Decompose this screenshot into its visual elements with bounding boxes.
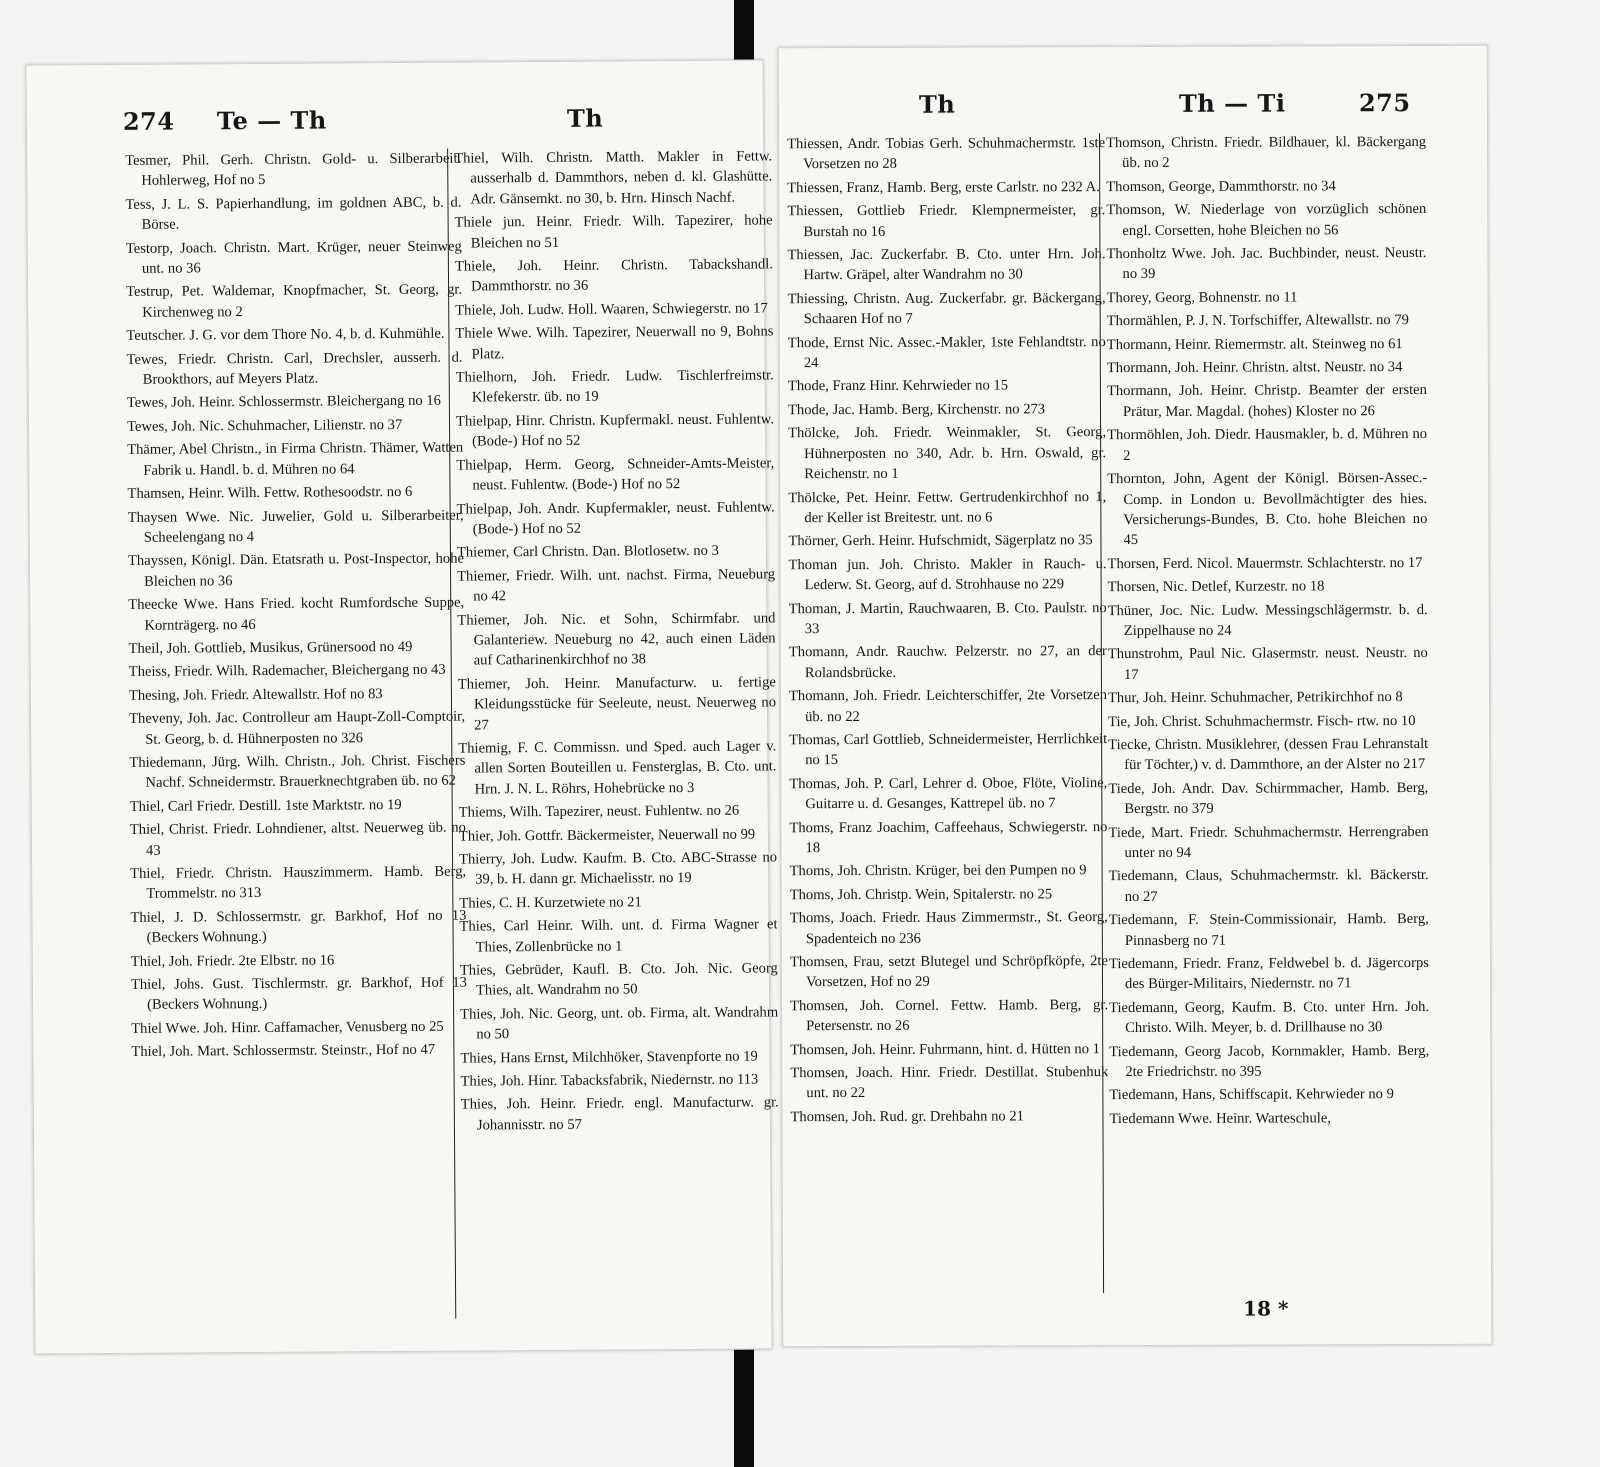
directory-entry: Tiedemann Wwe. Heinr. Warteschule, [1109,1110,1331,1127]
directory-entry: Tiedemann, Georg Jacob, Kornmakler, Hamb. Berg, 2te Friedrichstr. no 395 [1109,1042,1430,1081]
directory-entry: Thiele jun. Heinr. Friedr. Wilh. Tapezirer, hohe Bleichen no 51 [454,212,773,252]
left-page-range: Te — Th [216,105,327,136]
directory-entry: Thiele Wwe. Wilh. Tapezirer, Neuerwall no 9, Bohns Platz. [455,323,774,363]
directory-entry: Thies, Joh. Nic. Georg, unt. ob. Firma, alt. Wandrahm no 50 [460,1004,779,1043]
directory-entry: Thoms, Joh. Christp. Wein, Spitalerstr. no 25 [789,886,1053,904]
directory-entry: Thiel, J. D. Schlossermstr. gr. Barkhof, Hof no 13 (Beckers Wohnung.) [130,907,467,946]
directory-entry: Tewes, Friedr. Christn. Carl, Drechsler, ausserh. d. Brookthors, auf Meyers Platz. [126,349,463,388]
directory-entry: Thiemer, Friedr. Wilh. unt. nachst. Firma, Neueburg no 42 [457,566,776,605]
directory-entry: Thiemer, Joh. Nic. et Sohn, Schirmfabr. und Galanteriew. Neueburg no 42, auch einen Läden auf Catharinenkirchhof no 38 [457,609,776,669]
directory-entry: Tiede, Mart. Friedr. Schuhmachermstr. Herrengraben unter no 94 [1108,823,1429,862]
directory-entry: Thiessen, Franz, Hamb. Berg, erste Carlstr. no 232 A. [787,178,1100,197]
directory-entry: Tiedemann, Georg, Kaufm. B. Cto. unter Hrn. Joh. Christo. Wilh. Meyer, b. d. Drillhause no 30 [1109,998,1430,1037]
directory-entry: Theecke Wwe. Hans Fried. kocht Rumfordsche Suppe, Kornträgerg. no 46 [128,594,465,634]
directory-entry: Thiems, Wilh. Tapezirer, neust. Fuhlentw. no 26 [458,802,740,821]
directory-entry: Thiele, Joh. Ludw. Holl. Waaren, Schwiegerstr. no 17 [455,300,768,319]
directory-entry: Thies, C. H. Kurzetwiete no 21 [459,894,642,912]
directory-entry: Thier, Joh. Gottfr. Bäckermeister, Neuerwall no 99 [458,826,756,845]
directory-entry: Thormann, Joh. Heinr. Christn. altst. Neustr. no 34 [1106,359,1403,377]
directory-entry: Thomson, George, Dammthorstr. no 34 [1106,178,1336,195]
directory-entry: Thierry, Joh. Ludw. Kaufm. B. Cto. ABC-Strasse no 39, b. H. dann gr. Michaelisstr. no 19 [459,849,778,888]
directory-entry: Thies, Carl Heinr. Wilh. unt. d. Firma Wagner et Thies, Zollenbrücke no 1 [459,916,778,956]
directory-entry: Thode, Franz Hinr. Kehrwieder no 15 [787,377,1009,395]
directory-entry: Thiemer, Joh. Heinr. Manufacturw. u. fertige Kleidungsstücke für Seeleute, neust. Neuerweg no 27 [457,674,777,734]
directory-entry: Thiessen, Andr. Tobias Gerh. Schuhmachermstr. 1ste Vorsetzen no 28 [787,135,1106,173]
directory-entry: Thornton, John, Agent der Königl. Börsen-Assec.-Comp. in London u. Bevollmächtigter des hies. Versicherungs-Bundes, B. Cto. hohe Bleichen no 45 [1107,470,1428,549]
directory-entry: Thormählen, P. J. N. Torfschiffer, Altewallstr. no 79 [1106,312,1409,330]
directory-entry: Thormann, Joh. Heinr. Christp. Beamter der ersten Prätur, Mar. Magdal. (hohes) Kloster no 26 [1106,382,1427,420]
directory-entry: Tewes, Joh. Heinr. Schlossermstr. Bleichergang no 16 [126,393,441,412]
directory-entry: Tiedemann, F. Stein-Commissionair, Hamb. Berg, Pinnasberg no 71 [1108,911,1429,949]
directory-entry: Tess, J. L. S. Papierhandlung, im goldnen ABC, b. d. Börse. [125,194,462,234]
directory-entry: Thomsen, Joach. Hinr. Friedr. Destillat. Stubenhuk unt. no 22 [790,1064,1109,1102]
directory-entry: Thiel, Wilh. Christn. Matth. Makler in Fettw. ausserhalb d. Dammthors, neben d. kl. Glashütte. Adr. Gänsemkt. no 30, b. Hrn. Hinsch Nachf. [454,148,773,208]
directory-entry: Thoman jun. Joh. Christo. Makler in Rauch- u. Lederw. St. Georg, auf d. Strohhause no 229 [788,555,1107,594]
directory-entry: Thielhorn, Joh. Friedr. Ludw. Tischlerfreimstr. Klefekerstr. üb. no 19 [455,367,774,406]
directory-entry: Thomson, W. Niederlage von vorzüglich schönen engl. Corsetten, hohe Bleichen no 56 [1106,201,1427,239]
right-page-column-head: Th [918,89,956,119]
directory-entry: Thayssen, Königl. Dän. Etatsrath u. Post-Inspector, hohe Bleichen no 36 [127,550,465,590]
directory-entry: Thielpap, Joh. Andr. Kupfermakler, neust. Fuhlentw. (Bode-) Hof no 52 [456,498,775,538]
directory-entry: Thiel, Joh. Mart. Schlossermstr. Steinstr., Hof no 47 [131,1042,436,1061]
left-page-column-head: Th [566,103,604,133]
left-column-b [447,146,780,1318]
directory-entry: Thies, Gebrüder, Kaufl. B. Cto. Joh. Nic. Georg Thies, alt. Wandrahm no 50 [459,960,778,999]
directory-entry: Tie, Joh. Christ. Schuhmachermstr. Fisch- rtw. no 10 [1108,712,1416,730]
directory-entry: Tesmer, Phil. Gerh. Christn. Gold- u. Silberarbeit. Hohlerweg, Hof no 5 [125,150,462,190]
directory-entry: Thomann, Joh. Friedr. Leichterschiffer, 2te Vorsetzen üb. no 22 [788,687,1108,725]
directory-entry: Tewes, Joh. Nic. Schuhmacher, Lilienstr. no 37 [126,416,403,435]
directory-entry: Thesing, Joh. Friedr. Altewallstr. Hof no 83 [128,685,383,704]
directory-entry: Thies, Joh. Heinr. Friedr. engl. Manufacturw. gr. Johannisstr. no 57 [460,1094,779,1134]
right-column-b [1099,132,1430,1293]
right-page [778,45,1493,1347]
directory-entry: Thörner, Gerh. Heinr. Hufschmidt, Sägerplatz no 35 [788,532,1093,550]
directory-entry: Thomann, Andr. Rauchw. Pelzerstr. no 27, an der Rolandsbrücke. [788,643,1107,681]
directory-entry: Thiemig, F. C. Commissn. und Sped. auch Lager v. allen Sorten Bouteillen u. Fensterglas, B. Cto. unt. Hrn. J. N. L. Röhrs, Hohebrücke no 3 [458,738,777,798]
directory-entry: Thaysen Wwe. Nic. Juwelier, Gold u. Silberarbeiter, Scheelengang no 4 [127,507,464,546]
directory-entry: Thoms, Joh. Christn. Krüger, bei den Pumpen no 9 [789,862,1087,880]
signature-mark: 18 * [1243,1296,1289,1321]
directory-entry: Teutscher. J. G. vor dem Thore No. 4, b. d. Kuhmühle. [126,325,445,345]
directory-entry: Theveny, Joh. Jac. Controlleur am Haupt-Zoll-Comptoir, St. Georg, b. d. Hühnerposten no 326 [129,708,466,748]
directory-entry: Tiecke, Christn. Musiklehrer, (dessen Frau Lehranstalt für Töchter,) v. d. Dammthore, an der Alster no 217 [1108,735,1429,774]
directory-entry: Thur, Joh. Heinr. Schuhmacher, Petrikirchhof no 8 [1107,689,1403,707]
directory-entry: Thielpap, Hinr. Christn. Kupfermakl. neust. Fuhlentw. (Bode-) Hof no 52 [455,411,775,450]
directory-entry: Tiede, Joh. Andr. Dav. Schirmmacher, Hamb. Berg, Bergstr. no 379 [1108,779,1429,818]
directory-entry: Thomas, Carl Gottlieb, Schneidermeister, Herrlichkeit no 15 [789,731,1108,769]
directory-entry: Theil, Joh. Gottlieb, Musikus, Grünersood no 49 [128,638,413,657]
directory-entry: Tiedemann, Claus, Schuhmachermstr. kl. Bäckerstr. no 27 [1108,867,1429,905]
directory-entry: Thode, Jac. Hamb. Berg, Kirchenstr. no 273 [787,401,1046,419]
right-page-range: Th — Ti [1178,88,1286,118]
directory-entry: Thormann, Heinr. Riemermstr. alt. Steinweg no 61 [1106,335,1403,353]
directory-entry: Thiel, Joh. Friedr. 2te Elbstr. no 16 [130,952,335,970]
directory-entry: Thiedemann, Jürg. Wilh. Christn., Joh. Christ. Fischers Nachf. Schneidermstr. Brauerknechtgraben üb. no 62 [129,752,466,792]
directory-entry: Testorp, Joach. Christn. Mart. Krüger, neuer Steinweg unt. no 36 [125,238,462,277]
directory-entry: Thiel Wwe. Joh. Hinr. Caffamacher, Venusberg no 25 [131,1018,444,1037]
directory-entry: Thonholtz Wwe. Joh. Jac. Buchbinder, neust. Neustr. no 39 [1106,245,1427,283]
right-page-number: 275 [1358,88,1411,118]
directory-entry: Thiel, Carl Friedr. Destill. 1ste Marktstr. no 19 [129,796,402,815]
directory-entry: Thomsen, Joh. Heinr. Fuhrmann, hint. d. Hütten no 1 [790,1040,1100,1058]
left-column-a [125,149,467,1066]
directory-entry: Thoms, Franz Joachim, Caffeehaus, Schwiegerstr. no 18 [789,818,1108,857]
directory-entry: Thode, Ernst Nic. Assec.-Makler, 1ste Fehlandtstr. no 24 [787,333,1106,372]
directory-entry: Thomsen, Frau, setzt Blutegel und Schröpfköpfe, 2te Vorsetzen, Hof no 29 [789,953,1108,991]
directory-entry: Thiel, Christ. Friedr. Lohndiener, altst. Neuerweg üb. no 43 [129,819,466,859]
directory-entry: Thamsen, Heinr. Wilh. Fettw. Rothesoodstr. no 6 [127,483,413,502]
directory-entry: Thies, Joh. Hinr. Tabacksfabrik, Niedernstr. no 113 [460,1071,759,1090]
directory-entry: Thiessen, Gottlieb Friedr. Klempnermeister, gr. Burstah no 16 [787,202,1106,240]
directory-entry: Thormöhlen, Joh. Diedr. Hausmakler, b. d. Mühren no 2 [1107,426,1428,464]
directory-entry: Thiemer, Carl Christn. Dan. Blotlosetw. no 3 [456,543,719,561]
directory-entry: Thiessing, Christn. Aug. Zuckerfabr. gr. Bäckergang, Schaaren Hof no 7 [787,289,1106,328]
left-page [26,59,779,1354]
directory-entry: Thunstrohm, Paul Nic. Glasermstr. neust. Neustr. no 17 [1107,645,1428,683]
left-page-number: 274 [122,106,175,136]
directory-entry: Thiessen, Jac. Zuckerfabr. B. Cto. unter Hrn. Joh. Hartw. Gräpel, alter Wandrahm no 30 [787,246,1106,284]
directory-entry: Thies, Hans Ernst, Milchhöker, Stavenpforte no 19 [460,1048,758,1067]
directory-entry: Thomsen, Joh. Cornel. Fettw. Hamb. Berg, gr. Petersenstr. no 26 [790,996,1109,1035]
directory-entry: Thorsen, Nic. Detlef, Kurzestr. no 18 [1107,578,1325,596]
directory-entry: Thoman, J. Martin, Rauchwaaren, B. Cto. Paulstr. no 33 [788,599,1107,638]
right-column-a [787,133,1108,1130]
directory-entry: Thiele, Joh. Heinr. Christn. Tabackshandl. Dammthorstr. no 36 [454,256,773,295]
directory-entry: Thoms, Joach. Friedr. Haus Zimmermstr., St. Georg, Spadenteich no 236 [789,909,1108,947]
directory-entry: Thorey, Georg, Bohnenstr. no 11 [1106,289,1298,306]
directory-entry: Tiedemann, Friedr. Franz, Feldwebel b. d. Jägercorps des Bürger-Militairs, Niedernstr. no 71 [1108,955,1429,993]
directory-entry: Thölcke, Joh. Friedr. Weinmakler, St. Georg, Hühnerposten no 340, Adr. b. Hrn. Oswald, gr. Reichenstr. no 1 [788,424,1107,483]
directory-entry: Tiedemann, Hans, Schiffscapit. Kehrwieder no 9 [1109,1086,1394,1104]
directory-entry: Thiel, Johs. Gust. Tischlermstr. gr. Barkhof, Hof 13 (Beckers Wohnung.) [130,974,467,1014]
directory-entry: Thiel, Friedr. Christn. Hauszimmerm. Hamb. Berg, Trommelstr. no 313 [130,863,467,903]
directory-entry: Theiss, Friedr. Wilh. Rademacher, Bleichergang no 43 [128,662,446,681]
directory-entry: Thielpap, Herm. Georg, Schneider-Amts-Meister, neust. Fuhlentw. (Bode-) Hof no 52 [456,455,775,494]
directory-entry: Thüner, Joc. Nic. Ludw. Messingschlägermstr. b. d. Zippelhause no 24 [1107,601,1428,639]
directory-entry: Thorsen, Ferd. Nicol. Mauermstr. Schlachterstr. no 17 [1107,554,1423,572]
directory-entry: Thomsen, Joh. Rud. gr. Drehbahn no 21 [790,1108,1024,1126]
directory-entry: Testrup, Pet. Waldemar, Knopfmacher, St. Georg, gr. Kirchenweg no 2 [126,281,463,321]
directory-entry: Thomas, Joh. P. Carl, Lehrer d. Oboe, Flöte, Violine, Guitarre u. d. Gesanges, Kattrepel üb. no 7 [789,774,1108,813]
directory-entry: Thomson, Christn. Friedr. Bildhauer, kl. Bäckergang üb. no 2 [1106,133,1427,172]
directory-entry: Thölcke, Pet. Heinr. Fettw. Gertrudenkirchhof no 1, der Keller ist Breitestr. unt. no 6 [788,488,1107,527]
directory-entry: Thämer, Abel Christn., in Firma Christn. Thämer, Watten Fabrik u. Handl. b. d. Mühren no 64 [127,439,464,479]
